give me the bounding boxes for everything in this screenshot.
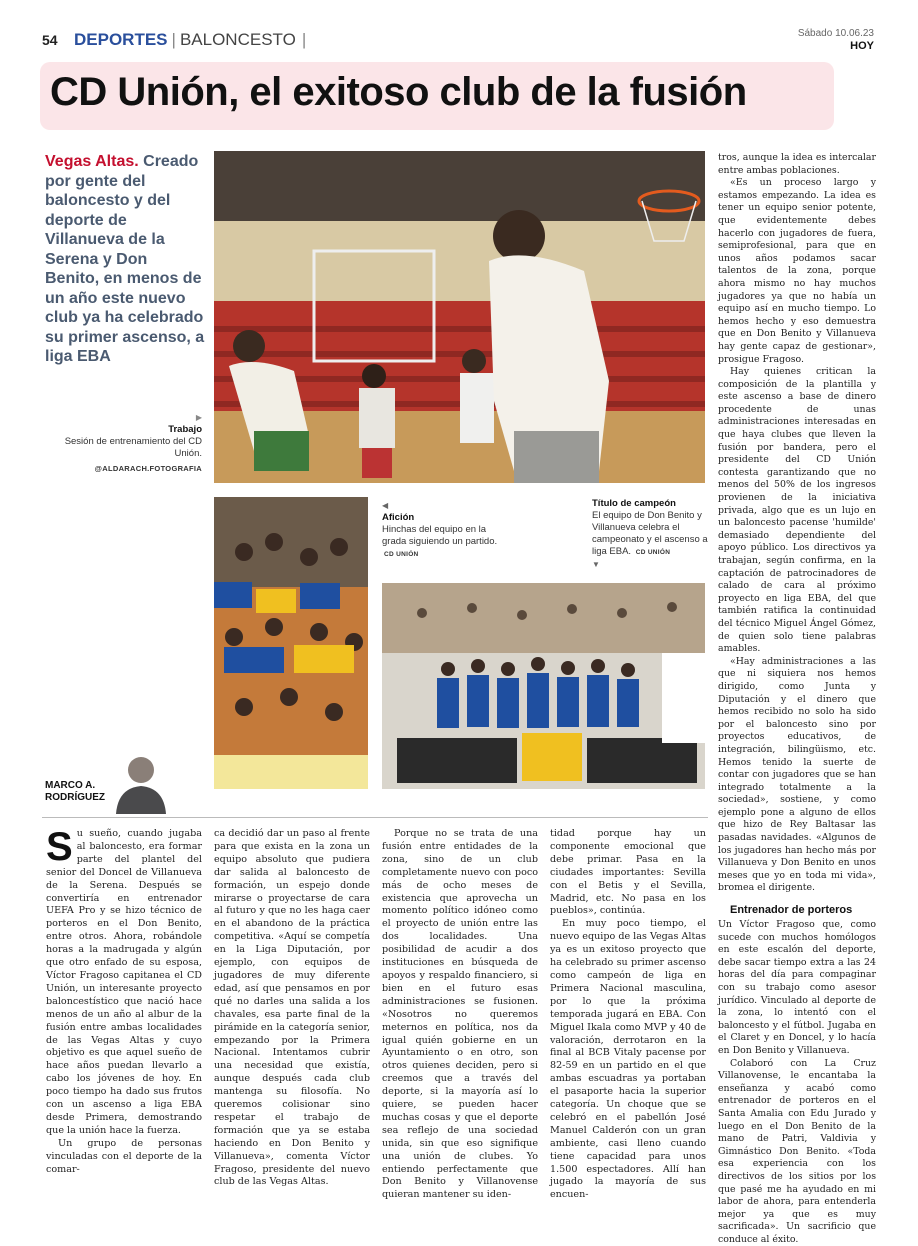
- newspaper-name: HOY: [850, 40, 874, 52]
- author-first-name: MARCO A.: [45, 780, 96, 791]
- section-label: DEPORTES | BALONCESTO |: [74, 30, 307, 49]
- paragraph: Colaboró con La Cruz Villanovense, le encantaba la enseñanza y acabó como entrenador de porteros en el Santa Amalia con Edu Jurado y luego en el Don Benito de la mano de Patri, Valdivia y Gimnástico Don Benito. «Toda esa experiencia con los directivos de los sitios por los que pasé me ha ayudado en mi labor de ahora, para entenderla mejor ya que es muy sacrificada». Un sacrificio que conduce al éxito.: [718, 1057, 876, 1245]
- subheading: Entrenador de porteros: [730, 904, 853, 917]
- subsection-name: BALONCESTO: [179, 30, 296, 49]
- headline-box: [40, 62, 834, 130]
- caption-arrow-icon: ▼: [592, 560, 600, 569]
- issue-date: Sábado 10.06.23: [797, 28, 874, 39]
- paragraph: «Hay administraciones a las que ni siquiera nos hemos dirigido, como Junta y Diputación y el dinero que hemos recibido no solo ha sido por el baloncesto sino por proyectos educativos, de integración, bilingüismo, etc. Hemos tenido la suerte de contar con jugadores que se han integrado totalmente a la sociedad», sostiene, y como ejemplo pone a alguno de ellos que hizo de Rey Baltasar las pasadas navidades. «Algunos de los jugadores han hecho más por Villanueva y Don Benito en unos meses que yo en toda mi vida», bromea el dirigente.: [718, 655, 876, 894]
- photo-credit: CD UNIÓN: [384, 551, 419, 558]
- caption-aficion: [382, 500, 500, 561]
- caption-trabajo: [60, 412, 202, 475]
- caption-campeon: [592, 498, 710, 571]
- author-last-name: RODRÍGUEZ: [45, 792, 105, 803]
- section-name: DEPORTES: [74, 30, 168, 49]
- paragraph: Un Víctor Fragoso que, como sucede con muchos homólogos en este escalón del deporte, debe sacar tiempo extra a las 24 horas del día para compaginar con su trabajo como asesor jurídico. Vinculado al deporte de la zona, lo intentó con el baloncesto y el fútbol. Jugaba en el Claret y en Doncel, y lo hacía en Don Benito y Villanueva.: [718, 919, 876, 1056]
- paragraph: tidad porque hay un componente emocional que debe primar. Pasa en la ciudades importantes: Sevilla con el Betis y el Sevilla, Madrid, etc. No pasa en los pueblos», continúa.: [550, 828, 706, 917]
- paragraph: Un grupo de personas vinculadas con el deporte de la comar-: [46, 1137, 202, 1175]
- article-column-2: [214, 828, 370, 1189]
- caption-title: Título de campeón: [592, 498, 676, 509]
- paragraph: En muy poco tiempo, el nuevo equipo de las Vegas Altas ya es un exitoso proyecto que ha celebrado su primer ascenso como campeón de liga en Primera Nacional masculina, por lo que la próxima temporada jugará en EBA. Con Miguel Ikala como MVP y 40 de valoración, derrotaron en la final al BCB Vitaly pacense por 82-59 en un partido en el que ambas escuadras ya portaban el pasaporte hacia la superior categoría. Un choque que se celebró en el pabellón José Manuel Calderón con un gran ambiente, casi lleno cuando tiene capacidad para unos 1.500 espectadores. Allí han jugado la mayoría de sus encuen-: [550, 918, 706, 1201]
- caption-text: El equipo de Don Benito y Villanueva celebra el campeonato y el ascenso a liga EBA.: [592, 510, 708, 557]
- author-avatar: [110, 748, 172, 814]
- headline: CD Unión, el exitoso club de la fusión: [50, 70, 747, 114]
- article-column-5: [718, 152, 876, 1246]
- article-column-4: [550, 828, 706, 1202]
- lead-text: Creado por gente del baloncesto y del deporte de Villanueva de la Serena y Don Benito, en menos de un año este nuevo club ya ha celebrado su primer ascenso, a liga EBA: [45, 153, 205, 365]
- caption-title: Trabajo: [168, 424, 202, 435]
- lead-kicker: Vegas Altas.: [45, 153, 139, 170]
- champions-photo: [382, 583, 705, 789]
- photo-credit: @ALDARACH.FOTOGRAFIA: [94, 464, 202, 473]
- paragraph: Porque no se trata de una fusión entre entidades de la zona, sino de un club completamente nuevo con poco más de ocho meses de existencia que aprovecha un momento político idóneo como el proyecto de unión entre las dos localidades. Una posibilidad de acudir a dos instituciones en búsqueda de apoyos y respaldo financiero, si bien en el futuro esas administraciones se fusionen. «Nosotros no queremos meternos en política, nos da igual quién gobierne en un Ayuntamiento o en otro, son otros quienes deciden, pero si creemos que a través del deporte, si la mayoría así lo quiere, se pueden hacer muchas cosas y que el deporte sea reflejo de una sociedad unida, sin que eso signifique una unión de clubes. Yo entiendo perfectamente que Don Benito y Villanovense quieran mantener su iden-: [382, 828, 538, 1201]
- article-column-1: [46, 825, 202, 1176]
- paragraph: Hay quienes critican la composición de la plantilla y este ascenso a base de dinero procedente de unas administraciones interesadas en que haya clubes que lleven la fusión por bandera, pero el presidente del CD Unión contesta garantizando que no menos del 50% de los ingresos provienen de la iniciativa privada, algo que es un lujo en un baloncesto pacense 'humilde' demasiado dependiente del apoyo público. Los directivos ya trabajan, según confirma, en la captación de patrocinadores de calado de cara al próximo proyecto en liga EBA, del que también ratifica la continuidad del técnico Miguel Ángel Gómez, de quien solo tiene palabras amables.: [718, 366, 876, 655]
- caption-text: Hinchas del equipo en la grada siguiendo un partido.: [382, 524, 498, 547]
- page-number: 54: [42, 32, 58, 48]
- author-byline: [45, 780, 105, 804]
- paragraph: tros, aunque la idea es intercalar entre ambas poblaciones.: [718, 152, 876, 176]
- fans-photo: [214, 497, 368, 789]
- caption-text: Sesión de entrenamiento del CD Unión.: [64, 436, 202, 459]
- divider: [42, 817, 708, 818]
- training-photo: [214, 151, 705, 483]
- page-header: [42, 30, 878, 54]
- caption-arrow-icon: ▶: [195, 413, 202, 422]
- paragraph: «Es un proceso largo y estamos empezando. La idea es tener un equipo senior potente, que evidentemente debes hacerlo con jugadores de fuera, semiprofesional, para que en unos años podamos sacar talentos de la zona, porque ahora mismo no hay muchos jugadores ya que no había un equipo así en mucho tiempo. Lo hemos hecho y eso demuestra que en Don Benito y Villanueva hay gente capaz de gestionar», prosigue Fragoso.: [718, 177, 876, 365]
- lead: [45, 152, 205, 367]
- paragraph: ca decidió dar un paso al frente para que exista en la zona un equipo absoluto que pudiera dar salida al baloncesto de formación, un espejo donde mirarse o proyectarse de cara al futuro y que no les haga caer en el abandono de la práctica competitiva. «Aquí se competía en la Liga Diputación, por ejemplo, con equipos de jugadores de muy diferente edad, así que pensamos en por qué no darles una salida a los chavales, esa parte final de la pirámide en la categoría senior, empezando por la Primera Nacional. Intentamos cubrir una necesidad que existía, aunque después cada club mantenga su filosofía. No queremos colisionar sino respetar el trabajo de formación que ya se estaba haciendo en Don Benito y Villanueva», comenta Víctor Fragoso, presidente del nuevo club de las Vegas Altas.: [214, 828, 370, 1188]
- caption-arrow-icon: ◀: [382, 501, 389, 510]
- article-column-3: [382, 828, 538, 1202]
- dropcap: S: [46, 825, 73, 869]
- date-block: [798, 28, 874, 53]
- paragraph: u sueño, cuando jugaba al baloncesto, era formar parte del plantel del senior del Doncel de Villanueva de la Serena. Después se convertiría en entrenador UEFA Pro y se hizo técnico de porteros en el Don Benito, entre otros. Ahora, robándole horas a la madrugada y algún que otro enfado de su esposa, Víctor Fragoso capitanea el CD Unión, un interesante proyecto baloncestístico que nació hace menos de un año al albur de la fusión entre ambas localidades de las Vegas Altas y cuyo objetivo es que aquel sueño de hace años puedan llevarlo a cabo los jóvenes de hoy. En poco tiempo ha dado sus frutos con un ascenso a liga EBA desde Primera, demostrando que la unión hace la fuerza.: [46, 828, 202, 1136]
- caption-title: Afición: [382, 512, 415, 523]
- photo-credit: CD UNIÓN: [635, 549, 671, 556]
